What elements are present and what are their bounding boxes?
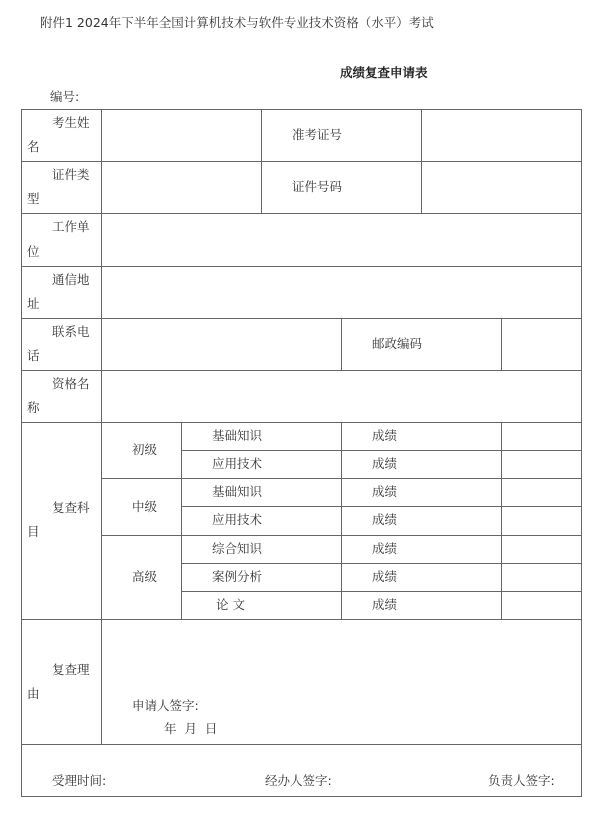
- subject-item: 案例分析: [212, 569, 263, 584]
- score-label: 成绩: [372, 456, 398, 471]
- score-label: 成绩: [372, 569, 398, 584]
- address-label-a: 通信地: [52, 272, 90, 287]
- row-line: [21, 422, 582, 423]
- id-number-label: 证件号码: [292, 179, 343, 194]
- exam-no-label: 准考证号: [292, 127, 343, 142]
- applicant-signature-label: 申请人签字:: [132, 698, 199, 713]
- subject-item: 论 文: [216, 597, 245, 612]
- subject-item: 基础知识: [212, 484, 263, 499]
- number-label: 编号:: [50, 89, 80, 104]
- attachment-header: 附件1 2024年下半年全国计算机技术与软件专业技术资格（水平）考试: [40, 15, 434, 30]
- level-intermediate: 中级: [132, 499, 158, 514]
- subject-row-line: [181, 591, 582, 592]
- col-line: [261, 109, 262, 214]
- reason-label-a: 复查理: [52, 662, 90, 677]
- handler-signature-label: 经办人签字:: [265, 773, 332, 788]
- col-line: [421, 109, 422, 214]
- score-label: 成绩: [372, 597, 398, 612]
- col-line: [341, 318, 342, 371]
- reason-label-b: 由: [27, 686, 40, 701]
- subject-item: 综合知识: [212, 541, 263, 556]
- work-unit-label-a: 工作单: [52, 219, 90, 234]
- row-line: [21, 318, 582, 319]
- row-line: [21, 161, 582, 162]
- col-line: [181, 422, 182, 620]
- score-label: 成绩: [372, 428, 398, 443]
- subjects-label-a: 复查科: [52, 500, 90, 515]
- col-line: [501, 422, 502, 620]
- phone-label-b: 话: [27, 348, 40, 363]
- subject-row-line: [181, 506, 582, 507]
- row-line: [21, 370, 582, 371]
- label-column-line: [101, 109, 102, 745]
- row-line: [21, 213, 582, 214]
- subjects-label-b: 目: [27, 524, 40, 539]
- row-line: [21, 744, 582, 745]
- id-type-label-b: 型: [27, 191, 40, 206]
- level-junior: 初级: [132, 442, 158, 457]
- name-label-b: 名: [27, 139, 40, 154]
- postcode-label: 邮政编码: [372, 336, 423, 351]
- subject-row-line: [181, 563, 582, 564]
- col-line: [341, 422, 342, 620]
- manager-signature-label: 负责人签字:: [488, 773, 555, 788]
- subject-item: 应用技术: [212, 456, 263, 471]
- name-label-a: 考生姓: [52, 115, 90, 130]
- score-label: 成绩: [372, 541, 398, 556]
- phone-label-a: 联系电: [52, 324, 90, 339]
- level-senior: 高级: [132, 569, 158, 584]
- accept-time-label: 受理时间:: [52, 773, 107, 788]
- qualification-label-a: 资格名: [52, 376, 90, 391]
- date-label: 年 月 日: [164, 721, 218, 736]
- col-line: [501, 318, 502, 371]
- row-line: [21, 619, 582, 620]
- subject-row-line: [181, 450, 582, 451]
- score-label: 成绩: [372, 484, 398, 499]
- table-border-top: [21, 109, 582, 110]
- id-type-label-a: 证件类: [52, 167, 90, 182]
- row-line: [21, 266, 582, 267]
- address-label-b: 址: [27, 296, 40, 311]
- work-unit-label-b: 位: [27, 244, 40, 259]
- subject-item: 基础知识: [212, 428, 263, 443]
- table-border-bottom: [21, 796, 582, 797]
- qualification-label-b: 称: [27, 400, 40, 415]
- score-label: 成绩: [372, 512, 398, 527]
- subject-item: 应用技术: [212, 512, 263, 527]
- form-title: 成绩复查申请表: [340, 65, 428, 80]
